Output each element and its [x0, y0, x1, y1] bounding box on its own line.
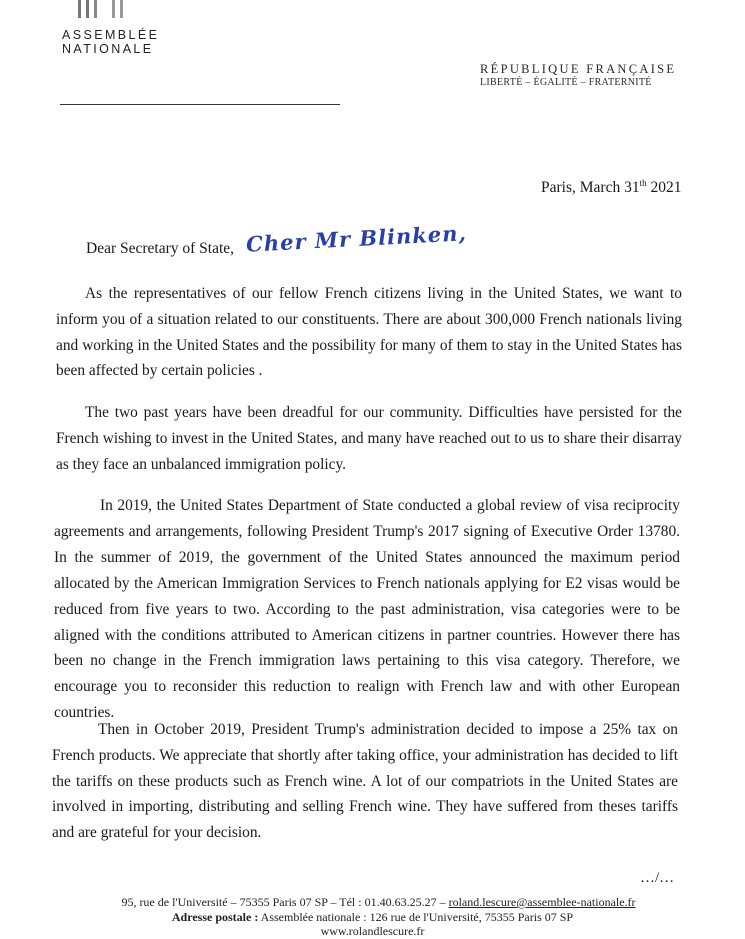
footer-address: 95, rue de l'Université – 75355 Paris 07 SP – Tél : 01.40.63.25.27 – [121, 895, 449, 909]
republic-header [480, 62, 676, 88]
footer-postal-line [0, 910, 745, 925]
republic-motto: LIBERTÉ – ÉGALITÉ – FRATERNITÉ [480, 77, 652, 88]
footer-website-link[interactable]: www.rolandlescure.fr [320, 924, 425, 938]
paragraph-2: The two past years have been dreadful for our community. Difficulties have persisted for the French wishing to invest in the United States, and many have reached out to us to share their disarray as they face an unbalanced immigration policy. [56, 404, 682, 473]
continuation-mark: …/… [640, 870, 675, 886]
assemblee-nationale-logo [62, 0, 162, 56]
date-suffix: 2021 [646, 179, 682, 197]
paragraph-3: In 2019, the United States Department of State conducted a global review of visa reciprocity agreements and arrangements, following President Trump's 2017 signing of Executive Order 13780. In the summer of 2019, the government of the United States announced the maximum period allocated by the American Immigration Services to French nationals applying for E2 visas would be reduced from five years to two. According to the past administration, visa categories were to be aligned with the conditions attributed to American citizens in partner countries. However there has been no change in the French immigration laws pertaining to this visa category. Therefore, we encourage you to reconsider this reduction to realign with French law and with other European countries. [54, 497, 680, 722]
logo-text-line1: ASSEMBLÉE [62, 28, 160, 42]
logo-text-line2: NATIONALE [62, 42, 154, 56]
footer [0, 895, 745, 939]
paragraph-4: Then in October 2019, President Trump's administration decided to impose a 25% tax on French products. We appreciate that shortly after taking office, your administration has decided to lift the tariffs on these products such as French wine. A lot of our compatriots in the United States are involved in importing, distributing and selling French wine. They have suffered from theses tariffs and are grateful for your decision. [52, 721, 678, 842]
date-prefix: Paris, March 31 [541, 179, 640, 197]
footer-postal-value: Assemblée nationale : 126 rue de l'Université, 75355 Paris 07 SP [258, 909, 574, 924]
footer-address-line [12, 895, 745, 910]
footer-postal-label: Adresse postale : [171, 909, 259, 924]
footer-email-link[interactable]: roland.lescure@assemblee-nationale.fr [448, 895, 636, 909]
date-superscript: th [639, 178, 647, 188]
header-divider [60, 104, 340, 105]
republic-title: RÉPUBLIQUE FRANÇAISE [480, 62, 677, 76]
paragraph-1: As the representatives of our fellow French citizens living in the United States, we want to inform you of a situation related to our constituents. There are about 300,000 French nationals living and working in the United States and the possibility for many of them to stay in the United States has been affected by certain policies . [56, 285, 682, 380]
handwritten-greeting: Cher Mr Blinken, [245, 220, 468, 257]
salutation: Dear Secretary of State, [86, 240, 235, 257]
hemicycle-icon [66, 0, 136, 20]
letter-date [541, 178, 681, 197]
